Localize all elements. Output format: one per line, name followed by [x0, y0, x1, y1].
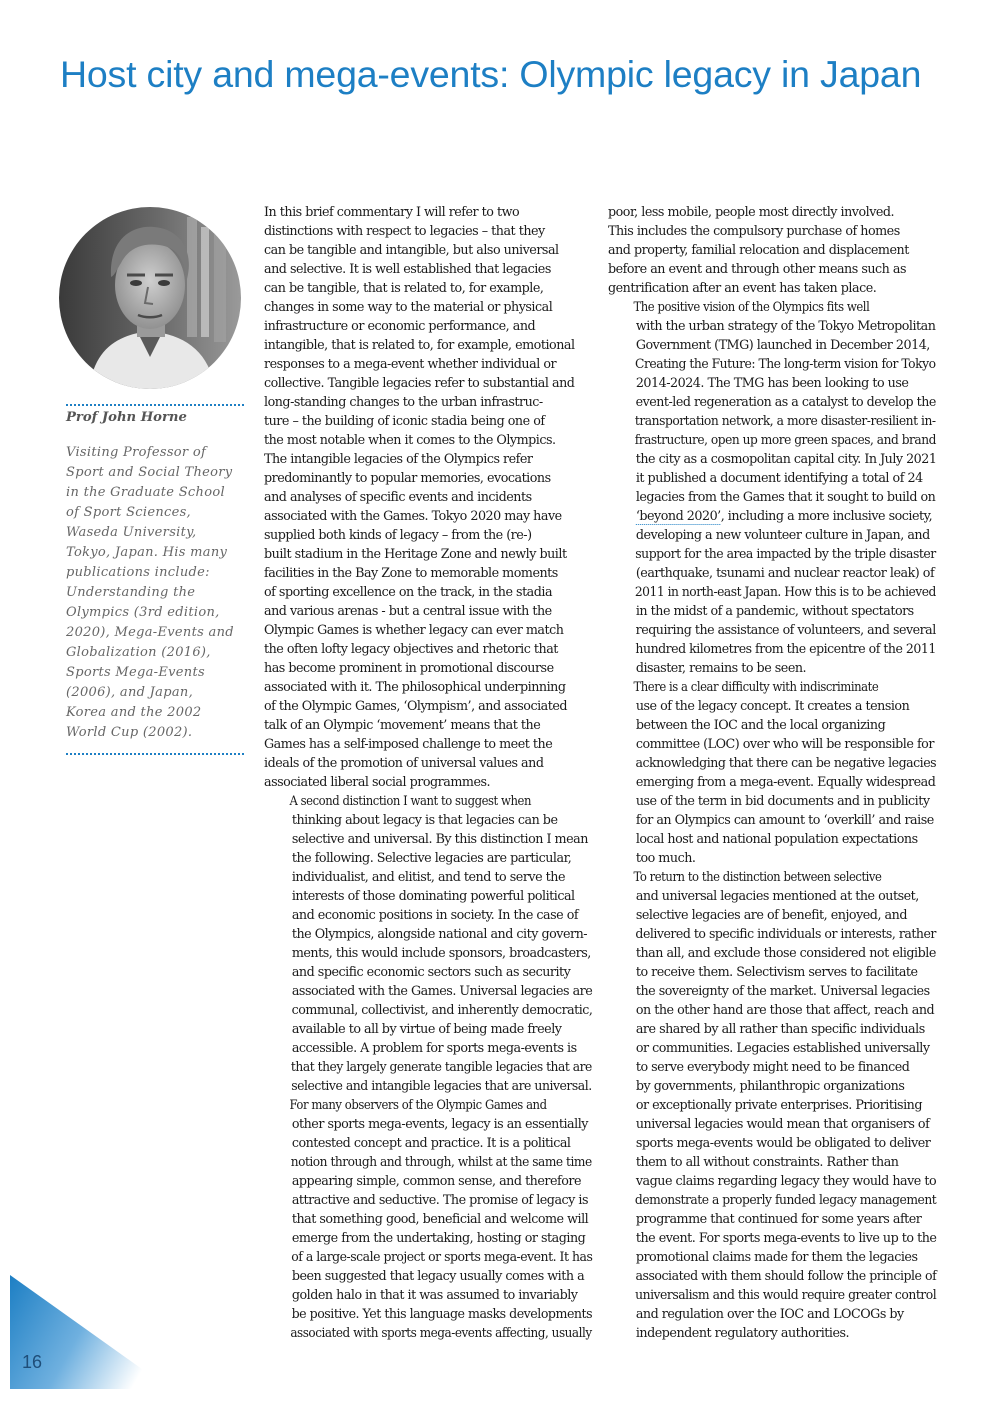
text-line: has become prominent in promotional discourse — [264, 661, 554, 676]
text-line: communal, collectivist, and inherently democratic, — [291, 1003, 593, 1018]
bio-line: Olympics (3rd edition, — [66, 605, 220, 620]
bio-line: Visiting Professor of — [66, 445, 207, 460]
text-line: on the other hand are those that affect, reach and — [635, 1003, 935, 1018]
author-portrait-image — [59, 207, 241, 389]
text-line: to serve everybody might need to be financed — [635, 1060, 910, 1075]
text-line: the sovereignty of the market. Universal legacies — [635, 984, 930, 999]
bio-line: 2020), Mega-Events and — [66, 625, 234, 640]
text-line: event-led regeneration as a catalyst to develop the — [635, 395, 936, 410]
text-line: requiring the assistance of volunteers, and several — [635, 623, 936, 638]
body-paragraph — [264, 792, 594, 1096]
text-line: universal legacies would mean that organisers of — [635, 1117, 930, 1132]
text-line: attractive and seductive. The promise of legacy is — [291, 1193, 588, 1208]
beyond-2020-link[interactable]: ‘beyond 2020’ — [635, 509, 721, 524]
body-paragraph — [608, 203, 938, 298]
text-line: universalism and this would require greater control — [635, 1288, 937, 1303]
text-line: ture – the building of iconic stadia being one of — [264, 414, 545, 429]
text-line: independent regulatory authorities. — [635, 1326, 850, 1341]
text-line: predominantly to popular memories, evocations — [264, 471, 551, 486]
text-line: that something good, beneficial and welcome will — [291, 1212, 589, 1227]
page-title: Host city and mega-events: Olympic legacy in Japan — [60, 53, 922, 95]
body-paragraph — [608, 678, 938, 868]
text-line: use of the legacy concept. It creates a tension — [635, 699, 910, 714]
text-line: collective. Tangible legacies refer to substantial and — [264, 376, 575, 391]
text-line: the Olympics, alongside national and city govern- — [291, 927, 588, 942]
author-name: Prof John Horne — [66, 410, 187, 425]
text-line: for an Olympics can amount to ‘overkill’ and raise — [635, 813, 934, 828]
text-line: This includes the compulsory purchase of homes — [608, 224, 900, 239]
text-line: and analyses of specific events and incidents — [264, 490, 532, 505]
text-line: associated with them should follow the principle of — [635, 1269, 937, 1284]
text-line: before an event and through other means such as — [608, 262, 907, 277]
text-line: gentrification after an event has taken place. — [608, 281, 877, 296]
text-line: the following. Selective legacies are particular, — [291, 851, 572, 866]
text-line: poor, less mobile, people most directly involved. — [608, 205, 895, 220]
text-line: built stadium in the Heritage Zone and newly built — [264, 547, 567, 562]
text-line: Games has a self-imposed challenge to meet the — [264, 737, 553, 752]
text-line: that they largely generate tangible legacies that are — [290, 1060, 592, 1075]
text-line: with the urban strategy of the Tokyo Metropolitan — [635, 319, 936, 334]
text-line: individualist, and elitist, and tend to serve the — [291, 870, 566, 885]
bio-line: Understanding the — [66, 585, 196, 600]
text-line: and regulation over the IOC and LOCOGs by — [635, 1307, 904, 1322]
text-line: be positive. Yet this language masks developments — [291, 1307, 593, 1322]
text-line: long-standing changes to the urban infrastruc- — [264, 395, 543, 410]
text-line: are shared by all rather than specific individuals — [635, 1022, 925, 1037]
text-line: golden halo in that it was assumed to invariably — [291, 1288, 578, 1303]
text-line: to receive them. Selectivism serves to facilitate — [635, 965, 918, 980]
text-line: ments, this would include sponsors, broadcasters, — [291, 946, 591, 961]
bio-line: Sport and Social Theory — [66, 465, 233, 480]
text-line: distinctions with respect to legacies – that they — [264, 224, 545, 239]
text-line: appearing simple, common sense, and therefore — [291, 1174, 582, 1189]
text-line: or communities. Legacies established universally — [635, 1041, 930, 1056]
author-photo — [59, 207, 241, 389]
text-line: can be tangible, that is related to, for example, — [264, 281, 544, 296]
text-line: For many observers of the Olympic Games and — [289, 1098, 547, 1113]
bio-line: Korea and the 2002 — [66, 705, 202, 720]
text-line: delivered to specific individuals or interests, rather — [635, 927, 936, 942]
text-line: Olympic Games is whether legacy can ever match — [264, 623, 564, 638]
text-line: use of the term in bid documents and in publicity — [635, 794, 930, 809]
text-line: programme that continued for some years after — [635, 1212, 922, 1227]
text-line: the often lofty legacy objectives and rhetoric that — [264, 642, 558, 657]
text-line: promotional claims made for them the legacies — [635, 1250, 918, 1265]
body-paragraph — [264, 203, 594, 792]
text-line: of the Olympic Games, ‘Olympism’, and associated — [264, 699, 568, 714]
text-line: local host and national population expectations — [635, 832, 918, 847]
text-line: accessible. A problem for sports mega-events is — [291, 1041, 577, 1056]
text-line: developing a new volunteer culture in Japan, and — [635, 528, 930, 543]
text-line: intangible, that is related to, for example, emotional — [264, 338, 575, 353]
text-line: changes in some way to the material or physical — [264, 300, 553, 315]
text-line: it published a document identifying a total of 24 — [635, 471, 923, 486]
text-line: of a large-scale project or sports mega-event. It has — [291, 1250, 593, 1265]
bio-line: of Sport Sciences, — [66, 505, 191, 520]
text-line: associated with the Games. Universal legacies are — [291, 984, 593, 999]
text-line: demonstrate a properly funded legacy management — [634, 1193, 937, 1208]
body-column-left — [264, 203, 594, 1343]
text-line: sports mega-events would be obligated to deliver — [635, 1136, 931, 1151]
bio-line: World Cup (2002). — [66, 725, 193, 740]
text-line: The positive vision of the Olympics fits well — [633, 300, 870, 315]
text-line: hundred kilometres from the epicentre of the 2011 — [635, 642, 936, 657]
bio-line: Sports Mega-Events — [66, 665, 205, 680]
text-line: notion through and through, whilst at the same time — [290, 1155, 592, 1170]
bio-line: Tokyo, Japan. His many — [66, 545, 228, 560]
text-line: other sports mega-events, legacy is an essentially — [291, 1117, 588, 1132]
text-line: and universal legacies mentioned at the outset, — [635, 889, 919, 904]
body-paragraph — [608, 868, 938, 1343]
text-line: than all, and exclude those considered not eligible — [635, 946, 936, 961]
text-line: frastructure, open up more green spaces, and brand — [634, 433, 936, 448]
text-line: A second distinction I want to suggest when — [289, 794, 532, 809]
text-line: contested concept and practice. It is a political — [291, 1136, 571, 1151]
text-line: 2011 in north-east Japan. How this is to be achieved — [634, 585, 936, 600]
text-line: emerge from the undertaking, hosting or staging — [291, 1231, 586, 1246]
author-bio — [66, 404, 244, 755]
text-line: To return to the distinction between selective — [633, 870, 882, 885]
bio-line: Globalization (2016), — [66, 645, 211, 660]
body-paragraph — [264, 1096, 594, 1343]
text-line: available to all by virtue of being made freely — [291, 1022, 562, 1037]
text-line: thinking about legacy is that legacies can be — [291, 813, 558, 828]
text-line: talk of an Olympic ‘movement’ means that the — [264, 718, 541, 733]
text-line: vague claims regarding legacy they would have to — [635, 1174, 937, 1189]
text-line: the event. For sports mega-events to live up to the — [635, 1231, 937, 1246]
text-line: by governments, philanthropic organizations — [635, 1079, 905, 1094]
body-paragraph — [608, 298, 938, 678]
text-line: associated with the Games. Tokyo 2020 may have — [264, 509, 562, 524]
text-line: (earthquake, tsunami and nuclear reactor leak) of — [635, 566, 935, 581]
text-line: or exceptionally private enterprises. Prioritising — [635, 1098, 922, 1113]
bio-top-divider — [66, 404, 244, 406]
text-line: disaster, remains to be seen. — [635, 661, 807, 676]
text-line: and economic positions in society. In the case of — [291, 908, 579, 923]
bio-line: publications include: — [66, 565, 210, 580]
text-line: of sporting excellence on the track, in the stadia — [264, 585, 553, 600]
text-line: associated with it. The philosophical underpinning — [264, 680, 566, 695]
text-line: ideals of the promotion of universal values and — [264, 756, 544, 771]
bio-line: in the Graduate School — [66, 485, 225, 500]
text-line: Government (TMG) launched in December 2014, — [635, 338, 930, 353]
text-line: the most notable when it comes to the Olympics. — [264, 433, 556, 448]
text-line: transportation network, a more disaster-resilient in- — [634, 414, 936, 429]
text-line: responses to a mega-event whether individual or — [264, 357, 557, 372]
text-line: Creating the Future: The long-term vision for Tokyo — [635, 357, 936, 372]
text-line: interests of those dominating powerful political — [291, 889, 575, 904]
text-line: selective and universal. By this distinction I mean — [291, 832, 588, 847]
text-line: legacies from the Games that it sought to build on — [635, 490, 936, 505]
text-line: and property, familial relocation and displacement — [608, 243, 909, 258]
text-line: facilities in the Bay Zone to memorable moments — [264, 566, 558, 581]
body-column-right — [608, 203, 938, 1343]
text-line: been suggested that legacy usually comes with a — [291, 1269, 585, 1284]
bio-bottom-divider — [66, 753, 244, 755]
text-line: selective and intangible legacies that are universal. — [291, 1079, 592, 1094]
text-line: 2014-2024. The TMG has been looking to use — [635, 376, 909, 391]
text-line: associated liberal social programmes. — [264, 775, 491, 790]
text-line: ‘beyond 2020’, including a more inclusive society, — [635, 509, 933, 524]
text-line: can be tangible and intangible, but also universal — [264, 243, 559, 258]
text-line: selective legacies are of benefit, enjoyed, and — [635, 908, 907, 923]
text-line: There is a clear difficulty with indiscriminate — [633, 680, 879, 695]
corner-decoration — [0, 1275, 180, 1403]
text-line: between the IOC and the local organizing — [635, 718, 886, 733]
text-line: emerging from a mega-event. Equally widespread — [635, 775, 936, 790]
text-line: the city as a cosmopolitan capital city. In July 2021 — [635, 452, 937, 467]
text-line: acknowledging that there can be negative legacies — [635, 756, 937, 771]
text-line: in the midst of a pandemic, without spectators — [635, 604, 914, 619]
author-bio-text — [66, 443, 244, 743]
text-line: In this brief commentary I will refer to two — [264, 205, 520, 220]
text-line: and various arenas - but a central issue with the — [264, 604, 552, 619]
bio-line: Waseda University, — [66, 525, 197, 540]
text-line: supplied both kinds of legacy – from the (re-) — [264, 528, 532, 543]
text-line: associated with sports mega-events affecting, usually — [290, 1326, 592, 1341]
text-line: too much. — [635, 851, 696, 866]
text-line: and specific economic sectors such as security — [291, 965, 571, 980]
bio-line: (2006), and Japan, — [66, 685, 194, 700]
page-number: 16 — [22, 1352, 43, 1372]
text-line: them to all without constraints. Rather than — [635, 1155, 899, 1170]
text-line: infrastructure or economic performance, and — [264, 319, 536, 334]
text-line: and selective. It is well established that legacies — [264, 262, 551, 277]
text-line: committee (LOC) over who will be responsible for — [635, 737, 934, 752]
text-line: support for the area impacted by the triple disaster — [635, 547, 936, 562]
text-line: The intangible legacies of the Olympics refer — [264, 452, 533, 467]
